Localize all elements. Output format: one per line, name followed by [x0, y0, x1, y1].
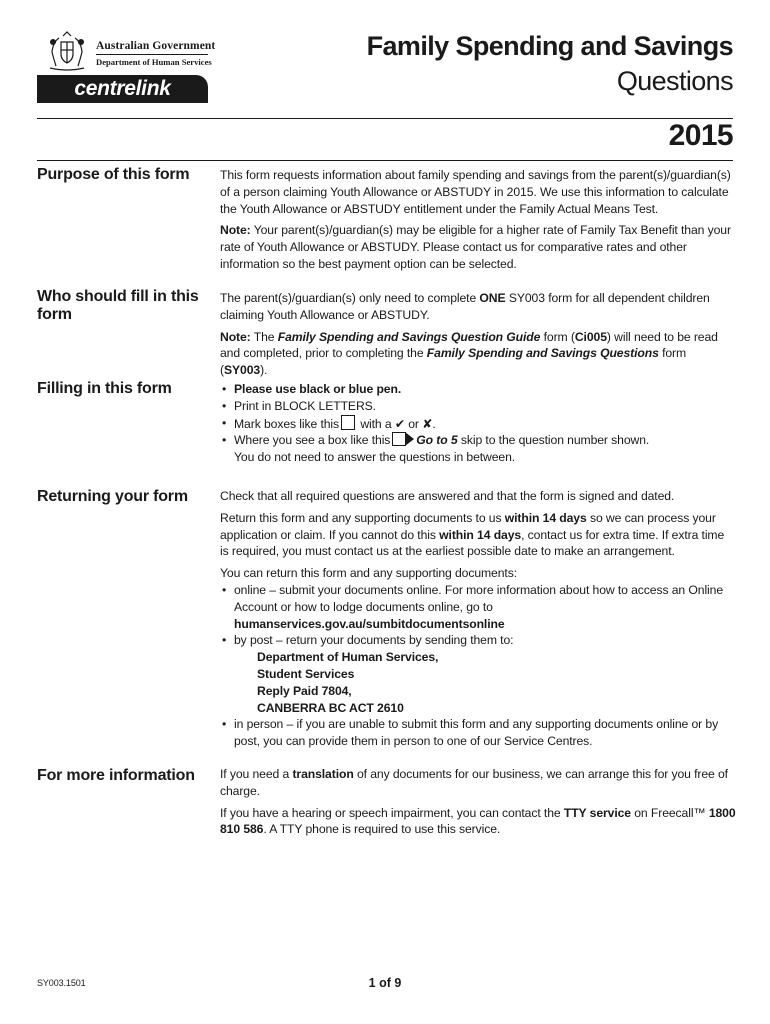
section-heading-more-info: For more information	[37, 767, 195, 784]
list-item	[220, 632, 736, 716]
note-label: Note:	[220, 223, 251, 238]
header-divider	[37, 118, 733, 119]
form-name: Family Spending and Savings Questions	[426, 346, 659, 361]
who-note-text: form (	[220, 346, 687, 378]
section-heading-purpose: Purpose of this form	[37, 166, 190, 183]
skip-instruction: You do not need to answer the questions in between.	[234, 450, 516, 465]
address-line: Student Services	[257, 666, 355, 681]
section-heading-returning: Returning your form	[37, 488, 188, 505]
filling-list	[220, 381, 736, 466]
skip-instruction: Where you see a box like this	[234, 433, 391, 448]
tick-icon: ✔	[394, 416, 405, 431]
purpose-note-text: Your parent(s)/guardian(s) may be eligible for a higher rate of Family Tax Benefit than your rate of Youth Allowance or ABSTUDY. Please contact us for comparative rates and other information so the best payment option can be selected.	[220, 223, 731, 271]
more-info-paragraph	[220, 766, 736, 800]
tty-phone-number: 1800 810 586	[220, 805, 736, 837]
online-method: online – submit your documents online. For more information about how to access an Online Account or how to lodge documents online, go to	[234, 582, 724, 614]
brand-logo: centrelink	[74, 77, 171, 100]
who-emphasis: ONE	[479, 291, 506, 305]
section-body-filling	[220, 381, 736, 470]
department-name: Department of Human Services	[96, 57, 212, 67]
deadline-emphasis: within 14 days	[504, 510, 587, 525]
section-heading-who: Who should fill in this form	[37, 288, 199, 323]
list-item	[220, 582, 736, 632]
year-divider	[37, 160, 733, 161]
list-item	[220, 381, 736, 398]
form-code: SY003	[223, 363, 261, 378]
section-body-more-info	[220, 766, 736, 843]
address-line: CANBERRA BC ACT 2610	[257, 700, 404, 715]
form-code-footer: SY003.1501	[37, 978, 86, 988]
purpose-note	[220, 222, 736, 272]
online-link[interactable]: humanservices.gov.au/sumbitdocumentsonline	[234, 616, 505, 631]
print-instruction: Print in BLOCK LETTERS.	[234, 398, 376, 413]
returning-paragraph: Check that all required questions are answered and that the form is signed and dated.	[220, 489, 675, 503]
section-body-returning	[220, 488, 736, 754]
who-note-text: The	[250, 329, 278, 344]
go-to-label: Go to 5	[416, 433, 458, 448]
translation-emphasis: translation	[292, 767, 354, 781]
form-year: 2015	[668, 119, 733, 152]
who-note-text: form (	[540, 329, 575, 344]
mark-instruction: Mark boxes like this	[234, 416, 340, 431]
more-info-text: . A TTY phone is required to use this service.	[263, 822, 501, 837]
list-item	[220, 415, 736, 433]
returning-paragraph	[220, 510, 736, 560]
mark-instruction: with a	[357, 416, 395, 431]
section-body-purpose	[220, 167, 736, 278]
pen-instruction: Please use black or blue pen.	[234, 382, 402, 396]
skip-instruction: skip to the question number shown.	[457, 433, 650, 448]
coat-of-arms-icon	[44, 30, 90, 72]
postal-address	[234, 649, 736, 716]
page-number: 1 of 9	[368, 976, 402, 990]
form-title: Family Spending and Savings	[366, 31, 733, 61]
mark-instruction: .	[432, 416, 436, 431]
more-info-text: of any documents for our business, we can arrange this for you free of charge.	[220, 767, 728, 798]
address-line: Department of Human Services,	[257, 650, 439, 665]
who-text: SY003 form for all dependent children claiming Youth Allowance or ABSTUDY.	[220, 291, 710, 322]
list-item	[220, 398, 736, 415]
cross-icon: ✘	[422, 416, 433, 431]
section-body-who	[220, 290, 736, 384]
government-rule	[96, 54, 208, 55]
checkbox-example-icon	[341, 415, 355, 430]
returning-text: Return this form and any supporting documents to us	[220, 510, 505, 525]
returning-text: so we can process your application or claim. If you cannot do this	[220, 510, 716, 542]
who-paragraph	[220, 290, 736, 324]
go-to-arrow-icon	[392, 432, 414, 446]
guide-name: Family Spending and Savings Question Guide	[277, 329, 541, 344]
returning-text: , contact us for extra time. If extra time is required, you must contact us at the earliest possible date to make an arrangement.	[220, 527, 725, 559]
list-item	[220, 716, 736, 750]
guide-code: Ci005	[574, 329, 607, 344]
form-subtitle: Questions	[616, 66, 733, 96]
more-info-text: If you need a	[220, 767, 293, 781]
government-name: Australian Government	[96, 40, 216, 52]
who-note	[220, 329, 736, 379]
more-info-paragraph	[220, 805, 736, 839]
section-heading-filling: Filling in this form	[37, 380, 172, 397]
in-person-method: in person – if you are unable to submit this form and any supporting documents online or by post, you can provide them in person to one of our Service Centres.	[234, 717, 719, 749]
deadline-emphasis: within 14 days	[439, 527, 522, 542]
list-item	[220, 432, 736, 466]
address-line: Reply Paid 7804,	[257, 683, 352, 698]
more-info-text: If you have a hearing or speech impairment, you can contact the	[220, 805, 564, 820]
more-info-text: on Freecall™	[630, 805, 709, 820]
returning-paragraph: You can return this form and any supporting documents:	[220, 566, 517, 581]
who-note-text: ).	[260, 363, 268, 378]
mark-instruction: or	[404, 416, 423, 431]
note-label: Note:	[220, 329, 251, 344]
who-note-text: ) will need to be read and completed, prior to completing the	[220, 329, 718, 361]
return-methods-list	[220, 582, 736, 750]
post-method: by post – return your documents by sending them to:	[234, 633, 514, 648]
who-text: The parent(s)/guardian(s) only need to complete	[220, 291, 480, 305]
purpose-paragraph: This form requests information about family spending and savings from the parent(s)/guardian(s) of a person claiming Youth Allowance or ABSTUDY in 2015. We use this information to calculate the Youth Allowance or ABSTUDY entitlement under the Family Actual Means Test.	[220, 168, 731, 216]
tty-emphasis: TTY service	[563, 805, 631, 820]
